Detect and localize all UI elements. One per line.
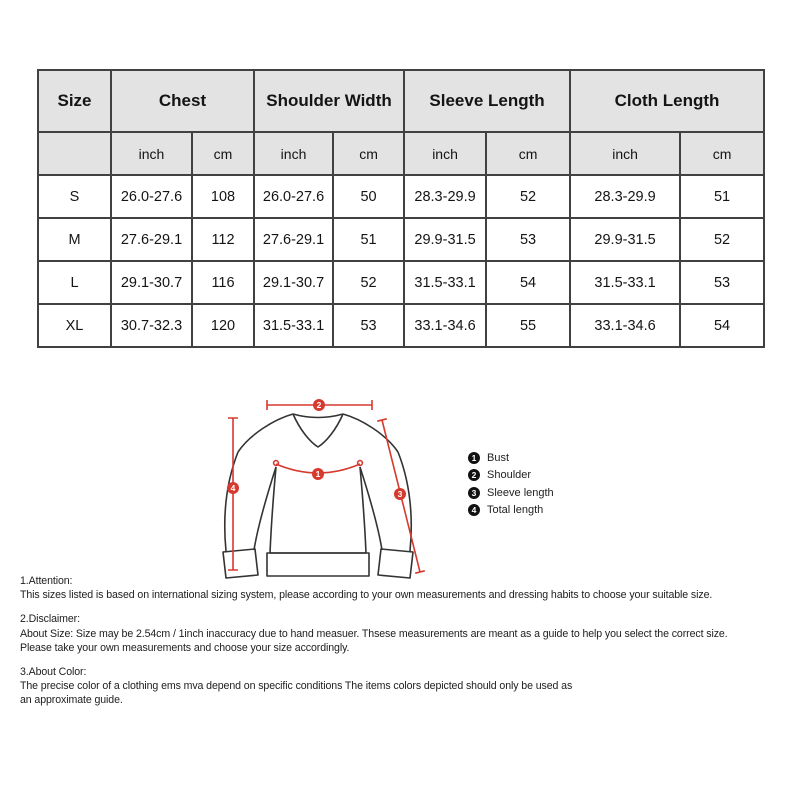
table-row-xl bbox=[38, 304, 764, 347]
cell-size: L bbox=[38, 261, 111, 304]
cell-size: XL bbox=[38, 304, 111, 347]
sweater-outline bbox=[223, 414, 413, 578]
cell-shoulder-inch: 31.5-33.1 bbox=[254, 304, 333, 347]
neckline bbox=[293, 414, 343, 418]
left-body-side bbox=[270, 467, 276, 553]
cell-chest-inch: 27.6-29.1 bbox=[111, 218, 192, 261]
badge-3-number: 3 bbox=[397, 489, 403, 499]
cell-shoulder-inch: 26.0-27.6 bbox=[254, 175, 333, 218]
legend-number-icon: 1 bbox=[468, 452, 480, 464]
unit-cloth-cm: cm bbox=[680, 132, 764, 175]
unit-sleeve-cm: cm bbox=[486, 132, 570, 175]
cell-cloth-cm: 51 bbox=[680, 175, 764, 218]
table-row-m bbox=[38, 218, 764, 261]
right-body-side bbox=[360, 467, 366, 553]
unit-chest-inch: inch bbox=[111, 132, 192, 175]
cell-chest-inch: 26.0-27.6 bbox=[111, 175, 192, 218]
note-about-color bbox=[20, 665, 728, 708]
hem-band bbox=[267, 553, 369, 576]
legend-number-icon: 2 bbox=[468, 469, 480, 481]
measurement-lines bbox=[228, 400, 425, 573]
badge-4-number: 4 bbox=[230, 483, 236, 493]
measurement-badges bbox=[227, 399, 406, 500]
cell-size: M bbox=[38, 218, 111, 261]
cell-chest-inch: 29.1-30.7 bbox=[111, 261, 192, 304]
legend-label: Total length bbox=[487, 504, 544, 516]
header-chest: Chest bbox=[111, 70, 254, 132]
note-heading: 2.Disclaimer: bbox=[20, 613, 80, 626]
legend-label: Sleeve length bbox=[487, 486, 554, 499]
cell-size: S bbox=[38, 175, 111, 218]
note-text: About Size: Size may be 2.54cm / 1inch inaccuracy due to hand measuer. Thsese measurements are meant as a guide to help you select the correct size. bbox=[20, 627, 728, 640]
right-sleeve-outer bbox=[398, 452, 411, 551]
cell-shoulder-cm: 53 bbox=[333, 304, 404, 347]
left-sleeve-outer bbox=[225, 452, 238, 551]
legend-item-bust bbox=[468, 451, 554, 464]
note-text: This sizes listed is based on international sizing system, please according to your own measurements and dressing habits to choose your suitable size. bbox=[20, 589, 713, 602]
note-text: an approximate guide. bbox=[20, 694, 123, 707]
cell-sleeve-inch: 31.5-33.1 bbox=[404, 261, 486, 304]
unit-empty-cell bbox=[38, 132, 111, 175]
legend-item-shoulder bbox=[468, 469, 554, 482]
cell-sleeve-inch: 29.9-31.5 bbox=[404, 218, 486, 261]
cell-cloth-cm: 54 bbox=[680, 304, 764, 347]
cell-cloth-cm: 52 bbox=[680, 218, 764, 261]
cell-shoulder-inch: 29.1-30.7 bbox=[254, 261, 333, 304]
cell-shoulder-inch: 27.6-29.1 bbox=[254, 218, 333, 261]
cell-chest-cm: 108 bbox=[192, 175, 254, 218]
measurement-legend bbox=[468, 451, 554, 517]
note-text: Please take your own measurements and choose your size accordingly. bbox=[20, 641, 350, 654]
cell-cloth-inch: 28.3-29.9 bbox=[570, 175, 680, 218]
legend-label: Bust bbox=[487, 451, 510, 464]
cell-shoulder-cm: 50 bbox=[333, 175, 404, 218]
cell-cloth-inch: 31.5-33.1 bbox=[570, 261, 680, 304]
cell-chest-cm: 116 bbox=[192, 261, 254, 304]
header-sleeve-length: Sleeve Length bbox=[404, 70, 570, 132]
cell-sleeve-cm: 53 bbox=[486, 218, 570, 261]
cell-shoulder-cm: 52 bbox=[333, 261, 404, 304]
legend-label: Shoulder bbox=[487, 469, 532, 481]
bust-line-end-right bbox=[358, 461, 363, 466]
cell-cloth-inch: 33.1-34.6 bbox=[570, 304, 680, 347]
unit-cloth-inch: inch bbox=[570, 132, 680, 175]
unit-sleeve-inch: inch bbox=[404, 132, 486, 175]
badge-1-number: 1 bbox=[315, 469, 321, 479]
table-unit-row bbox=[38, 132, 764, 175]
cell-cloth-cm: 53 bbox=[680, 261, 764, 304]
cell-chest-cm: 120 bbox=[192, 304, 254, 347]
cell-sleeve-inch: 28.3-29.9 bbox=[404, 175, 486, 218]
legend-number-icon: 4 bbox=[468, 504, 480, 516]
v-neck bbox=[293, 414, 343, 447]
cell-sleeve-cm: 55 bbox=[486, 304, 570, 347]
size-table bbox=[37, 69, 765, 348]
right-shoulder bbox=[343, 414, 398, 452]
cell-cloth-inch: 29.9-31.5 bbox=[570, 218, 680, 261]
header-size: Size bbox=[38, 70, 111, 132]
header-cloth-length: Cloth Length bbox=[570, 70, 764, 132]
badge-2-number: 2 bbox=[316, 400, 322, 410]
unit-shoulder-cm: cm bbox=[333, 132, 404, 175]
note-heading: 3.About Color: bbox=[20, 666, 87, 679]
cell-sleeve-inch: 33.1-34.6 bbox=[404, 304, 486, 347]
cell-shoulder-cm: 51 bbox=[333, 218, 404, 261]
header-shoulder-width: Shoulder Width bbox=[254, 70, 404, 132]
note-disclaimer bbox=[20, 612, 728, 655]
note-heading: 1.Attention: bbox=[20, 575, 73, 587]
table-row-s bbox=[38, 175, 764, 218]
table-row-l bbox=[38, 261, 764, 304]
legend-item-total-length bbox=[468, 504, 554, 517]
notes-block bbox=[20, 574, 728, 718]
note-text: The precise color of a clothing ems mva depend on specific conditions The items colors depicted should only be used as bbox=[20, 680, 573, 693]
unit-shoulder-inch: inch bbox=[254, 132, 333, 175]
cell-chest-cm: 112 bbox=[192, 218, 254, 261]
cell-chest-inch: 30.7-32.3 bbox=[111, 304, 192, 347]
table-header-row bbox=[38, 70, 764, 132]
legend-number-icon: 3 bbox=[468, 487, 480, 499]
note-attention bbox=[20, 574, 728, 602]
bust-line-end-left bbox=[274, 461, 279, 466]
cell-sleeve-cm: 54 bbox=[486, 261, 570, 304]
legend-item-sleeve-length bbox=[468, 486, 554, 499]
cell-sleeve-cm: 52 bbox=[486, 175, 570, 218]
left-shoulder bbox=[238, 414, 293, 452]
unit-chest-cm: cm bbox=[192, 132, 254, 175]
